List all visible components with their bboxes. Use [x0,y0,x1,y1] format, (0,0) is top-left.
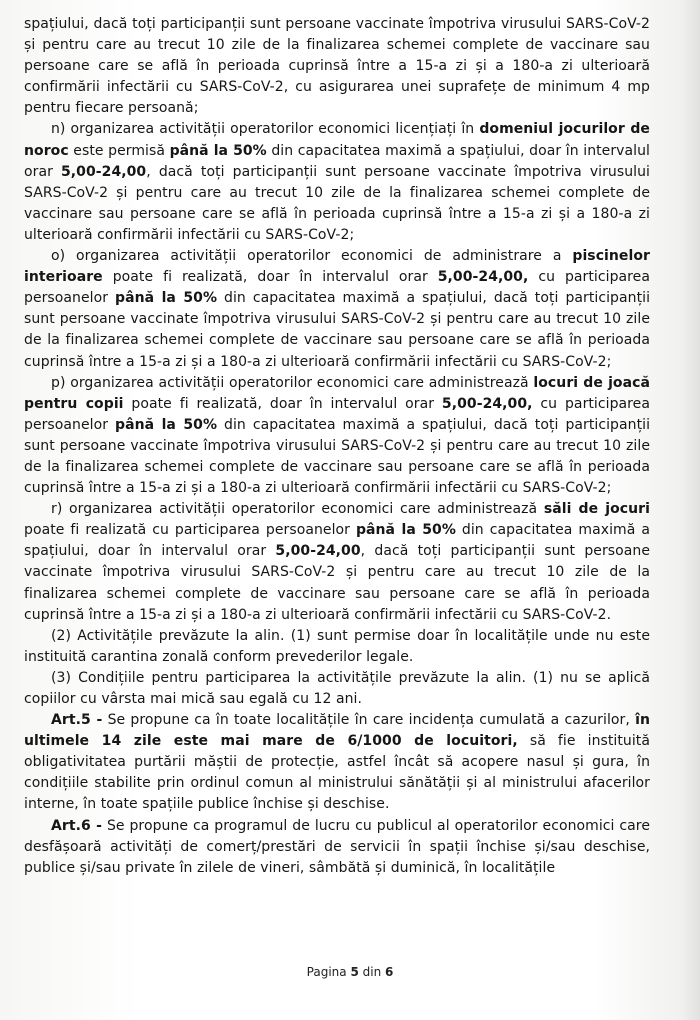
text-run: p) organizarea activității operatorilor economici care administrează [51,374,534,391]
bold-text: până la 50% [115,290,218,307]
bold-text: în ultimele 14 zile este mai mare de 6/1000 de locuitori, [24,712,650,750]
paragraph-n [24,119,650,246]
bold-text: Art.6 - [51,817,103,834]
text-run: din capacitatea maximă a spațiului, doar în intervalul orar [24,142,650,180]
text-run: să fie instituită obligativitatea purtării măștii de protecție, astfel încât să acopere nasul și gura, în condițiile stabilite prin ordinul comun al ministrului sănătății și al ministrului afacerilor interne, în toate spațiile publice închise și deschise. [24,733,650,813]
text-run: , dacă toți participanții sunt persoane vaccinate împotriva virusului SARS-CoV-2 și pentru care au trecut 10 zile de la finalizarea schemei complete de vaccinare sau persoane care se află în perioada cuprinsă între a 15-a zi și a 180-a zi ulterioară confirmării infectării cu SARS-CoV-2; [24,163,650,243]
document-body [24,14,650,879]
paragraph-alin3 [24,668,650,710]
text-run: din capacitatea maximă a spațiului, dacă toți participanții sunt persoane vaccinate împotriva virusului SARS-CoV-2 și pentru care au trecut 10 zile de la finalizarea schemei complete de vaccinare sau persoane care se află în perioada cuprinsă între a 15-a zi și a 180-a zi ulterioară confirmării infectării cu SARS-CoV-2; [24,290,651,370]
footer-prefix: Pagina [306,965,351,979]
total-page-count: 6 [384,965,394,979]
bold-text: săli de jocuri [543,501,651,518]
bold-text: 5,00-24,00 [275,543,361,560]
text-run: r) organizarea activității operatorilor economici care administrează [51,501,544,518]
footer-middle: din [358,965,385,979]
text-run: n) organizarea activității operatorilor economici licențiați în [51,121,480,138]
bold-text: domeniul jocurilor de noroc [24,121,650,159]
bold-text: 5,00-24,00 [60,163,147,180]
bold-text: până la 50% [169,142,267,159]
paragraph-p [24,373,650,500]
text-run: poate fi realizată, doar în intervalul orar [102,269,438,286]
paragraph-r [24,499,650,626]
bold-text: 5,00-24,00, [437,269,529,286]
page-edge-shadow [682,0,700,1020]
bold-text: locuri de joacă pentru copii [24,374,650,412]
text-run: , dacă toți participanții sunt persoane vaccinate împotriva virusului SARS-CoV-2 și pentru care au trecut 10 zile de la finalizarea schemei complete de vaccinare sau persoane care se află în perioada cuprinsă între a 15-a zi și a 180-a zi ulterioară confirmării infectării cu SARS-CoV-2. [24,543,650,623]
text-run: cu participarea persoanelor [24,269,650,307]
bold-text: Art.5 - [51,712,103,729]
page-footer [0,965,700,979]
current-page-number: 5 [350,965,359,979]
paragraph-alin2 [24,626,650,668]
text-run: spațiului, dacă toți participanții sunt persoane vaccinate împotriva virusului SARS-CoV-2 și pentru care au trecut 10 zile de la finalizarea schemei complete de vaccinare sau persoane care se află în perioada cuprinsă între a 15-a zi și a 180-a zi ulterioară confirmării infectării cu SARS-CoV-2, cu asigurarea unei suprafețe de minimum 4 mp pentru fiecare persoană; [24,16,650,117]
paragraph-art5 [24,710,650,815]
bold-text: 5,00-24,00, [441,395,533,412]
text-run: poate fi realizată, doar în intervalul orar [123,395,442,412]
text-run: (2) Activitățile prevăzute la alin. (1) sunt permise doar în localitățile unde nu este instituită carantina zonală conform prevederilor legale. [24,627,650,665]
paragraph-continuation [24,14,650,119]
text-run: Se propune ca programul de lucru cu publicul al operatorilor economici care desfășoară activități de comerț/prestări de servicii în spații închise și/sau deschise, publice și/sau private în zilele de vineri, sâmbătă și duminică, în localitățile [24,817,650,876]
text-run: cu participarea persoanelor [24,395,650,433]
text-run: este permisă [68,142,170,159]
text-run: (3) Condițiile pentru participarea la activitățile prevăzute la alin. (1) nu se aplică copiilor cu vârsta mai mică sau egală cu 12 ani. [24,669,650,707]
text-run: din capacitatea maximă a spațiului, doar în intervalul orar [24,522,650,560]
bold-text: piscinelor interioare [24,248,650,286]
text-run: o) organizarea activității operatorilor economici de administrare a [51,248,573,265]
paragraph-o [24,246,650,373]
bold-text: până la 50% [115,416,218,433]
text-run: poate fi realizată cu participarea persoanelor [24,522,356,539]
paragraph-art6 [24,816,650,879]
bold-text: până la 50% [355,522,456,539]
text-run: Se propune ca în toate localitățile în care incidența cumulată a cazurilor, [102,712,636,729]
text-run: din capacitatea maximă a spațiului, dacă toți participanții sunt persoane vaccinate împotriva virusului SARS-CoV-2 și pentru care au trecut 10 zile de la finalizarea schemei complete de vaccinare sau persoane care se află în perioada cuprinsă între a 15-a zi și a 180-a zi ulterioară confirmării infectării cu SARS-CoV-2; [24,416,651,497]
